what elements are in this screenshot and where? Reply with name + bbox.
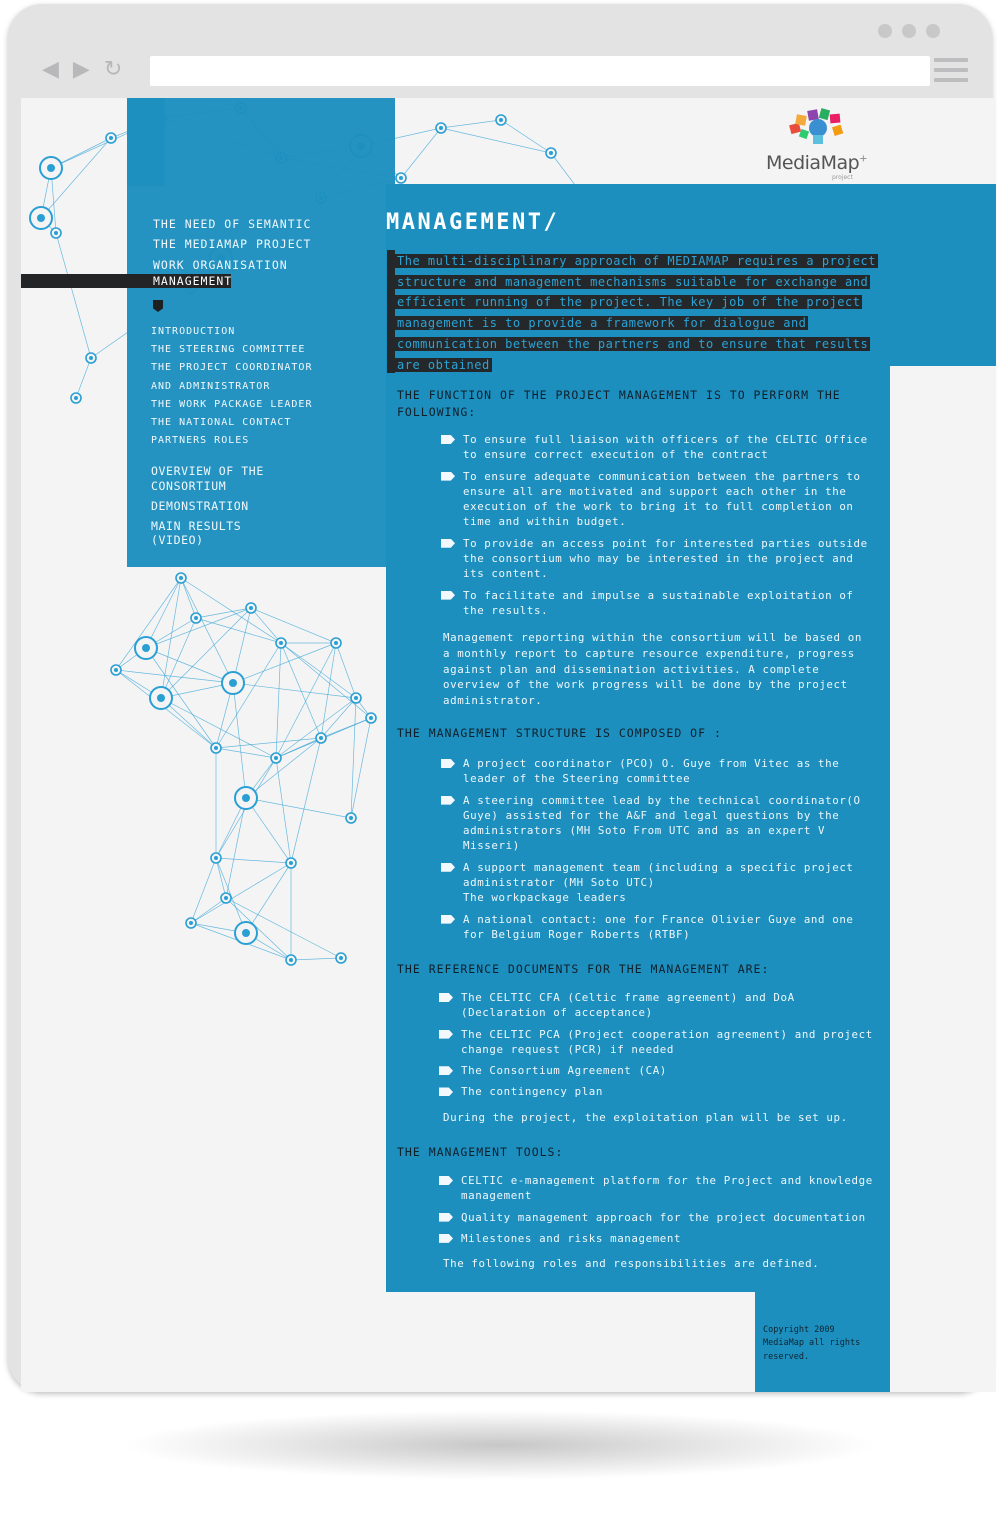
network-node-core (214, 856, 218, 860)
nav-item-management[interactable]: MANAGEMENT (153, 274, 233, 288)
network-node-core (179, 576, 183, 580)
hamburger-menu-icon[interactable] (934, 58, 968, 82)
network-link (246, 738, 321, 798)
network-node-core (339, 956, 343, 960)
network-link (501, 120, 551, 153)
address-bar[interactable] (150, 56, 930, 86)
page-title: MANAGEMENT/ (386, 210, 560, 235)
nav-item-demonstration[interactable]: DEMONSTRATION (151, 498, 249, 513)
nav-item-mediamap-project[interactable]: THE MEDIAMAP PROJECT (153, 237, 312, 252)
network-node-core (109, 136, 113, 140)
main-nav (153, 214, 311, 275)
network-link (191, 898, 226, 923)
network-node-core (334, 641, 338, 645)
window-dot[interactable] (902, 24, 916, 38)
list-item: The contingency plan (439, 1084, 879, 1099)
list-item: A national contact: one for France Olivier Guye and one for Belgium Roger Roberts (RTBF) (441, 912, 881, 943)
browser-nav (42, 58, 122, 82)
network-link (251, 608, 281, 643)
section-heading-structure: THE MANAGEMENT STRUCTURE IS COMPOSED OF : (397, 726, 722, 740)
tools-list (439, 1173, 879, 1252)
intro-text: The multi-disciplinary approach of MEDIAMAP requires a project structure and management mechanisms suitable for exchange and efficient running of the project. The key job of the project management is to provide a framework for dialogue and communication between the partners and to ensure that results are obtained (397, 254, 876, 372)
subnav-item-project-coordinator[interactable]: THE PROJECT COORDINATOR (151, 362, 313, 374)
network-node-core (499, 118, 503, 122)
subnav-item-partners-roles[interactable]: PARTNERS ROLES (151, 435, 250, 447)
list-item: Milestones and risks management (439, 1231, 879, 1246)
logo-subtext: project (832, 174, 853, 181)
network-link (276, 758, 291, 863)
network-node-core (289, 861, 293, 865)
network-link (146, 648, 233, 683)
list-item: To ensure full liaison with officers of the CELTIC Office to ensure correct execution of the contract (441, 432, 881, 463)
browser-window (8, 4, 992, 1392)
network-link (191, 863, 291, 923)
network-link (291, 958, 341, 960)
network-node-core (189, 921, 193, 925)
subnav-item-introduction[interactable]: INTRODUCTION (151, 326, 236, 337)
network-link (161, 618, 196, 698)
reporting-paragraph: Management reporting within the consortium will be based on a monthly report to capture resource expenditure, progress against plan and dissemination activities. A complete overview of the work progress will be done by the project administrator. (443, 631, 862, 708)
network-node-core (279, 641, 283, 645)
back-icon[interactable]: ◀ (42, 57, 59, 82)
network-link (226, 798, 246, 898)
list-item: The CELTIC CFA (Celtic frame agreement) and DoA (Declaration of acceptance) (439, 990, 879, 1021)
copyright-text: Copyright 2009 MediaMap all rights reserved. (763, 1325, 861, 1362)
network-link (56, 233, 91, 358)
nav-item-overview-consortium[interactable]: OVERVIEW OF THE CONSORTIUM (151, 464, 264, 493)
network-node-core (249, 606, 253, 610)
list-item: To facilitate and impulse a sustainable exploitation of the results. (441, 588, 881, 619)
network-link (161, 578, 181, 698)
exploitation-paragraph: During the project, the exploitation plan will be set up. (443, 1111, 848, 1124)
network-node-core (349, 816, 353, 820)
reload-icon[interactable]: ↻ (103, 57, 123, 82)
secondary-nav (151, 464, 291, 553)
subnav-item-work-package-leader[interactable]: THE WORK PACKAGE LEADER (151, 398, 313, 410)
function-list (441, 432, 881, 624)
network-link (181, 578, 281, 643)
network-link (291, 738, 321, 863)
page-viewport (21, 98, 996, 1392)
network-node-core (274, 756, 278, 760)
list-item: Quality management approach for the project documentation (439, 1210, 879, 1225)
network-link (351, 698, 356, 818)
intro-bar (387, 250, 395, 373)
roles-paragraph: The following roles and responsibilities are defined. (443, 1257, 820, 1270)
network-node-core (54, 231, 58, 235)
network-node-core (74, 396, 78, 400)
network-link (76, 358, 91, 398)
network-node-core (354, 696, 358, 700)
network-link (441, 120, 501, 128)
network-node-core (549, 151, 553, 155)
list-item: A steering committee lead by the technical coordinator(O Guye) assisted for the A&F and legal questions by the administrators (MH Soto From UTC and as an expert V Misseri) (441, 793, 881, 854)
network-link (191, 858, 216, 923)
section-heading-documents: THE REFERENCE DOCUMENTS FOR THE MANAGEMENT ARE: (397, 962, 770, 976)
network-node-core (399, 176, 403, 180)
window-dots (878, 24, 940, 38)
list-item: The Consortium Agreement (CA) (439, 1063, 879, 1078)
network-node-core (142, 644, 150, 652)
network-link (216, 858, 291, 863)
network-node-core (229, 679, 237, 687)
subnav-item-administrator[interactable]: AND ADMINISTRATOR (151, 380, 271, 392)
network-link (216, 738, 321, 748)
network-link (196, 618, 281, 643)
network-node-core (242, 929, 250, 937)
nav-item-need-of-semantic[interactable]: THE NEED OF SEMANTIC (153, 217, 312, 231)
network-node-core (114, 668, 118, 672)
network-link (441, 128, 551, 153)
network-node-core (47, 164, 55, 172)
network-link (276, 698, 356, 758)
network-node-core (89, 356, 93, 360)
network-link (276, 643, 281, 758)
list-item: The CELTIC PCA (Project cooperation agreement) and project change request (PCR) if needed (439, 1027, 879, 1058)
forward-icon[interactable]: ▶ (72, 57, 90, 82)
network-node-core (439, 126, 443, 130)
network-link (246, 863, 291, 933)
structure-list (441, 756, 881, 948)
subnav-item-steering-committee[interactable]: THE STEERING COMMITTEE (151, 344, 306, 356)
network-link (116, 670, 216, 748)
network-link (321, 718, 371, 738)
subnav-item-national-contact[interactable]: THE NATIONAL CONTACT (151, 417, 292, 429)
logo-mark-icon (786, 108, 856, 148)
network-node-core (369, 716, 373, 720)
network-link (216, 858, 226, 898)
network-node-core (224, 896, 228, 900)
logo-text: MediaMap+ (766, 152, 868, 174)
window-dot[interactable] (878, 24, 892, 38)
network-node-core (37, 214, 45, 222)
list-item: A project coordinator (PCO) O. Guye from Vitec as the leader of the Steering committee (441, 756, 881, 787)
network-link (181, 578, 233, 683)
network-node-core (194, 616, 198, 620)
list-item: To ensure adequate communication between the partners to ensure all are motivated and support each other in the execution of the work to bring it to full completion on time and within budget. (441, 469, 881, 530)
mediamap-logo[interactable] (766, 108, 891, 181)
nav-item-main-results-video[interactable]: MAIN RESULTS (VIDEO) (151, 518, 242, 547)
network-node-core (157, 694, 165, 702)
section-heading-function: THE FUNCTION OF THE PROJECT MANAGEMENT IS TO PERFORM THE FOLLOWING: (397, 388, 841, 419)
network-link (246, 798, 351, 818)
network-link (233, 683, 246, 798)
sub-nav (151, 323, 312, 450)
list-item: To provide an access point for interested parties outside the consortium who may be interested in the project and its content. (441, 536, 881, 582)
network-link (233, 643, 336, 683)
documents-list (439, 990, 879, 1106)
network-link (336, 643, 356, 698)
network-link (216, 643, 281, 748)
device-shadow (120, 1410, 880, 1480)
network-node-core (214, 746, 218, 750)
section-heading-tools: THE MANAGEMENT TOOLS: (397, 1145, 564, 1159)
network-link (181, 578, 196, 618)
network-node-core (289, 958, 293, 962)
list-item: CELTIC e-management platform for the Project and knowledge management (439, 1173, 879, 1204)
network-node-core (319, 736, 323, 740)
nav-item-work-organisation[interactable]: WORK ORGANISATION (153, 257, 288, 272)
window-dot[interactable] (926, 24, 940, 38)
network-link (351, 718, 371, 818)
network-node-core (242, 794, 250, 802)
list-item: A support management team (including a specific project administrator (MH Soto UTC) The workpackage leaders (441, 860, 881, 906)
